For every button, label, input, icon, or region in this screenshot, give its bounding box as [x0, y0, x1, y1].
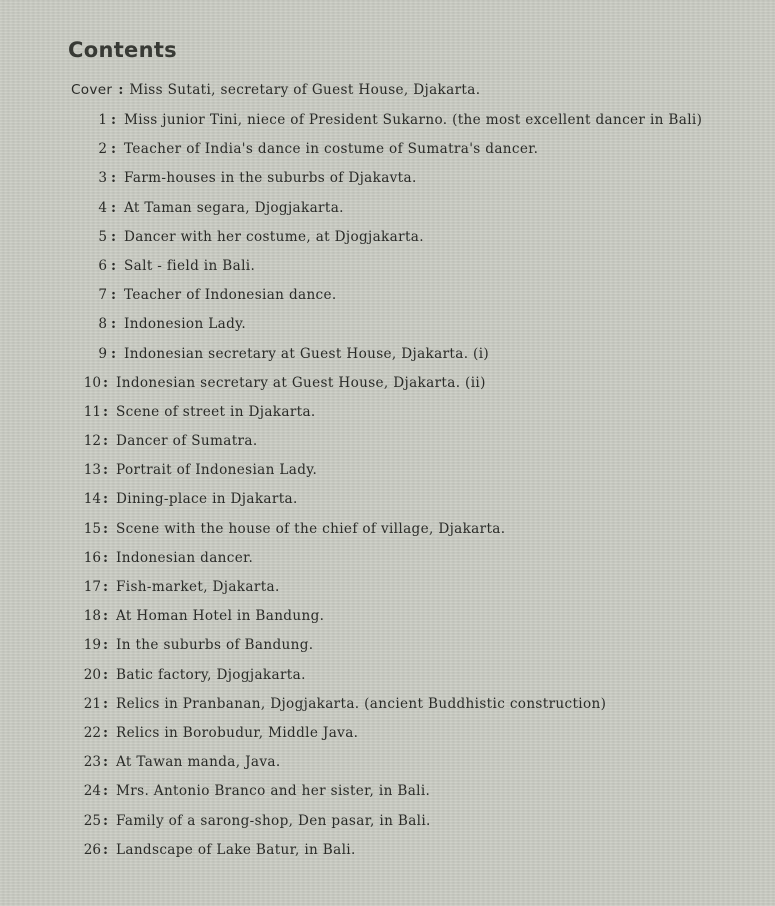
entry-caption: Indonesian secretary at Guest House, Djakarta. (i)	[124, 345, 490, 362]
contents-entry	[0, 344, 775, 373]
entry-colon: :	[111, 141, 117, 158]
entry-number: 20	[83, 666, 101, 683]
cover-colon: :	[118, 82, 124, 98]
entry-caption: At Taman segara, Djogjakarta.	[124, 199, 344, 216]
entry-number: 15	[83, 520, 101, 537]
contents-entry	[0, 694, 775, 723]
entry-number: 2	[98, 141, 107, 158]
entry-number: 9	[98, 345, 107, 362]
entry-number: 1	[98, 112, 107, 128]
contents-entry	[0, 373, 775, 402]
entry-colon: :	[111, 199, 117, 216]
entry-caption: Fish-market, Djakarta.	[116, 579, 280, 595]
entry-colon: :	[103, 491, 109, 508]
contents-list	[0, 110, 775, 869]
page-title: Contents	[68, 38, 177, 62]
cover-label: Cover	[71, 82, 113, 98]
contents-entry	[0, 227, 775, 256]
contents-entry	[0, 548, 775, 577]
entry-number: 14	[83, 491, 101, 508]
entry-colon: :	[103, 841, 109, 858]
entry-caption: Landscape of Lake Batur, in Bali.	[116, 841, 356, 858]
entry-colon: :	[103, 462, 109, 479]
entry-number: 3	[98, 170, 107, 187]
entry-colon: :	[103, 433, 109, 450]
entry-number: 16	[83, 549, 101, 566]
contents-entry	[0, 781, 775, 810]
entry-caption: At Homan Hotel in Bandung.	[116, 608, 325, 625]
cover-entry	[71, 82, 480, 98]
entry-caption: Scene of street in Djakarta.	[116, 403, 316, 420]
entry-colon: :	[111, 316, 117, 333]
entry-number: 8	[98, 316, 107, 333]
entry-colon: :	[103, 783, 109, 800]
contents-entry	[0, 577, 775, 606]
cover-caption: Miss Sutati, secretary of Guest House, Djakarta.	[129, 82, 481, 98]
entry-number: 6	[98, 257, 107, 274]
entry-caption: Batic factory, Djogjakarta.	[116, 666, 306, 683]
entry-number: 22	[83, 724, 101, 741]
entry-colon: :	[103, 724, 109, 741]
entry-colon: :	[111, 287, 117, 304]
entry-number: 25	[83, 812, 101, 829]
contents-entry	[0, 198, 775, 227]
entry-colon: :	[103, 666, 109, 683]
contents-entry	[0, 285, 775, 314]
entry-colon: :	[103, 695, 109, 712]
contents-entry	[0, 431, 775, 460]
entry-colon: :	[111, 345, 117, 362]
entry-colon: :	[103, 608, 109, 625]
contents-entry	[0, 460, 775, 489]
entry-colon: :	[111, 257, 117, 274]
contents-entry	[0, 256, 775, 285]
contents-entry	[0, 489, 775, 518]
entry-number: 17	[83, 579, 101, 595]
entry-caption: Indonesion Lady.	[124, 316, 247, 333]
entry-colon: :	[103, 637, 109, 654]
contents-entry	[0, 752, 775, 781]
entry-number: 11	[83, 403, 101, 420]
contents-entry	[0, 635, 775, 664]
contents-entry	[0, 811, 775, 840]
entry-caption: Scene with the house of the chief of village, Djakarta.	[116, 520, 506, 537]
contents-entry	[0, 110, 775, 139]
contents-entry	[0, 723, 775, 752]
entry-number: 7	[98, 287, 107, 304]
entry-colon: :	[103, 520, 109, 537]
contents-entry	[0, 606, 775, 635]
entry-caption: Indonesian secretary at Guest House, Djakarta. (ii)	[116, 374, 486, 391]
entry-colon: :	[111, 170, 117, 187]
contents-entry	[0, 139, 775, 168]
entry-number: 18	[83, 608, 101, 625]
entry-colon: :	[103, 579, 109, 595]
entry-number: 24	[83, 783, 101, 800]
entry-caption: Family of a sarong-shop, Den pasar, in Bali.	[116, 812, 431, 829]
entry-caption: Portrait of Indonesian Lady.	[116, 462, 318, 479]
entry-number: 26	[83, 841, 101, 858]
entry-caption: Teacher of Indonesian dance.	[124, 287, 337, 304]
entry-colon: :	[103, 549, 109, 566]
entry-number: 13	[83, 462, 101, 479]
entry-number: 10	[83, 374, 101, 391]
entry-caption: Relics in Borobudur, Middle Java.	[116, 724, 359, 741]
contents-entry	[0, 168, 775, 197]
entry-colon: :	[111, 228, 117, 245]
entry-caption: In the suburbs of Bandung.	[116, 637, 314, 654]
contents-entry	[0, 314, 775, 343]
entry-caption: Indonesian dancer.	[116, 549, 254, 566]
entry-number: 12	[83, 433, 101, 450]
entry-caption: Salt - field in Bali.	[124, 257, 256, 274]
entry-number: 4	[98, 199, 107, 216]
entry-caption: Farm-houses in the suburbs of Djakavta.	[124, 170, 417, 187]
contents-entry	[0, 665, 775, 694]
entry-colon: :	[103, 403, 109, 420]
entry-caption: At Tawan manda, Java.	[116, 754, 281, 771]
entry-caption: Relics in Pranbanan, Djogjakarta. (ancient Buddhistic construction)	[116, 695, 607, 712]
contents-entry	[0, 402, 775, 431]
entry-colon: :	[111, 112, 117, 128]
entry-number: 19	[83, 637, 101, 654]
contents-entry	[0, 840, 775, 869]
entry-colon: :	[103, 374, 109, 391]
entry-caption: Dancer of Sumatra.	[116, 433, 258, 450]
entry-number: 21	[83, 695, 101, 712]
contents-entry	[0, 519, 775, 548]
entry-colon: :	[103, 754, 109, 771]
entry-caption: Teacher of India's dance in costume of Sumatra's dancer.	[124, 141, 539, 158]
entry-caption: Miss junior Tini, niece of President Sukarno. (the most excellent dancer in Bali)	[124, 112, 703, 128]
entry-caption: Mrs. Antonio Branco and her sister, in Bali.	[116, 783, 431, 800]
entry-caption: Dancer with her costume, at Djogjakarta.	[124, 228, 424, 245]
entry-number: 23	[83, 754, 101, 771]
entry-colon: :	[103, 812, 109, 829]
entry-number: 5	[98, 228, 107, 245]
entry-caption: Dining-place in Djakarta.	[116, 491, 298, 508]
